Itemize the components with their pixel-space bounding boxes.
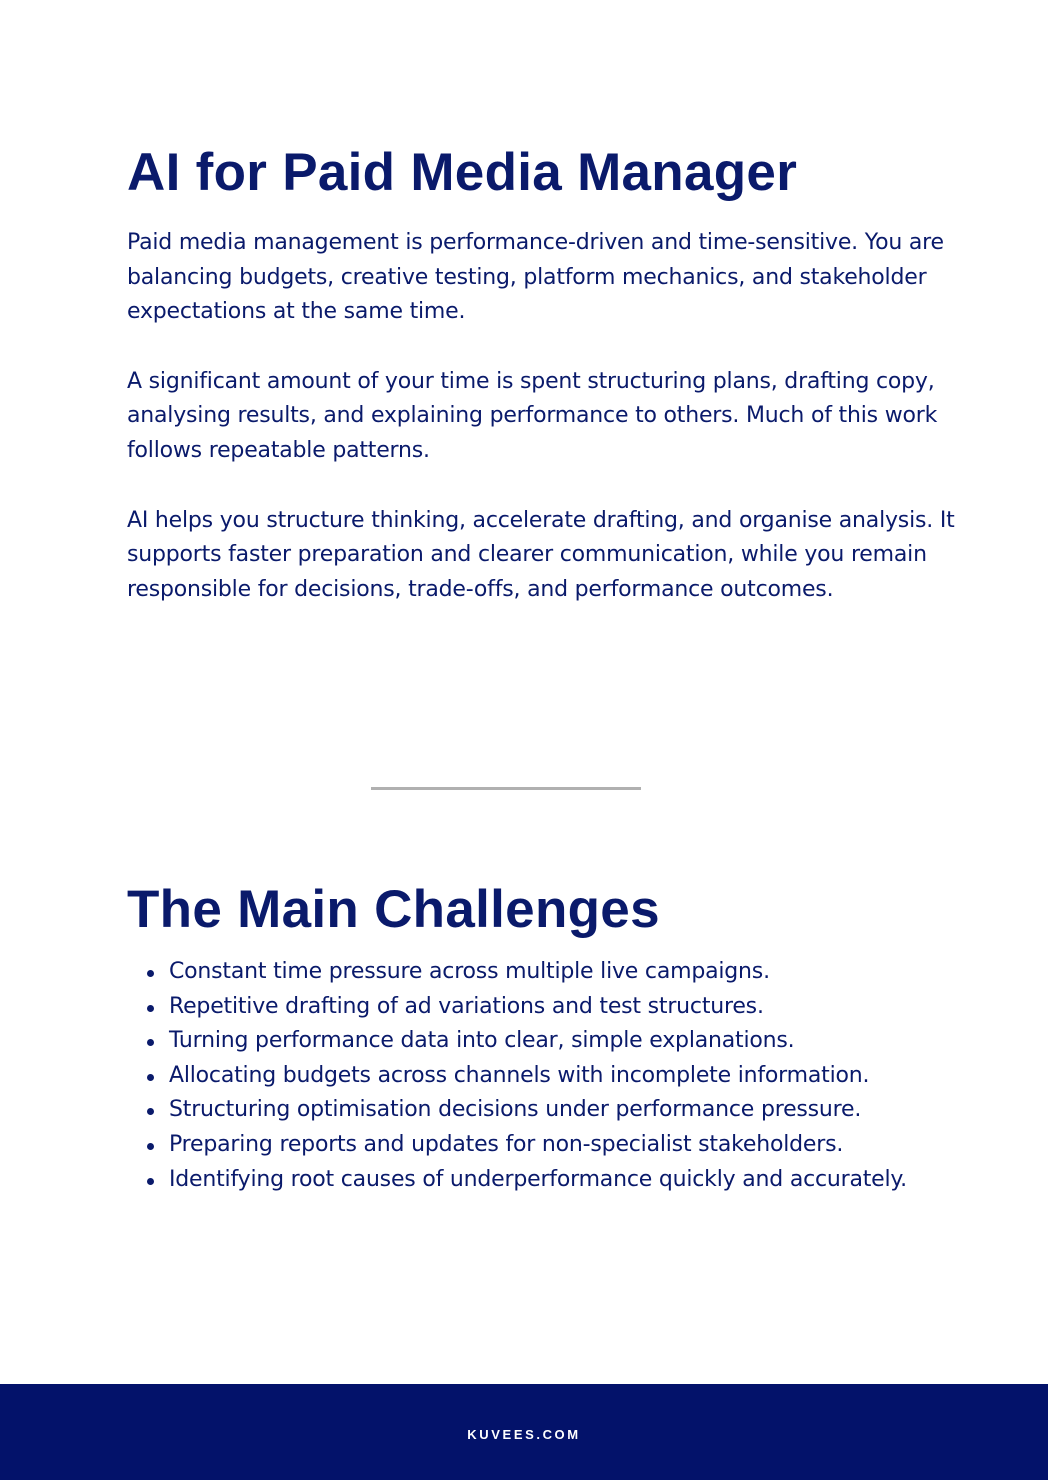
intro-section (127, 142, 957, 642)
footer-site-link[interactable]: KUVEES.COM (467, 1426, 581, 1442)
list-item-text: Turning performance data into clear, simple explanations. (169, 1028, 795, 1054)
bullet-icon (147, 1108, 154, 1115)
bullet-icon (147, 970, 154, 977)
list-item-text: Allocating budgets across channels with incomplete information. (169, 1062, 870, 1088)
intro-paragraph-1: Paid media management is performance-driven and time-sensitive. You are balancing budgets, creative testing, platform mechanics, and stakeholder expectations at the same time. (127, 230, 944, 325)
page-title: AI for Paid Media Manager (127, 143, 798, 202)
challenges-section (127, 879, 957, 1197)
bullet-icon (147, 1039, 154, 1046)
bullet-icon (147, 1143, 154, 1150)
bullet-icon (147, 1074, 154, 1081)
list-item (169, 1059, 957, 1094)
challenges-list (127, 955, 957, 1197)
list-item (169, 990, 957, 1025)
list-item (169, 955, 957, 990)
section-divider (371, 787, 641, 790)
list-item-text: Preparing reports and updates for non-specialist stakeholders. (169, 1131, 844, 1157)
intro-paragraph-2: A significant amount of your time is spent structuring plans, drafting copy, analysing results, and explaining performance to others. Much of this work follows repeatable patterns. (127, 368, 938, 463)
list-item-text: Identifying root causes of underperformance quickly and accurately. (169, 1166, 907, 1192)
list-item-text: Constant time pressure across multiple live campaigns. (169, 959, 770, 984)
list-item (169, 1128, 957, 1163)
bullet-icon (147, 1178, 154, 1185)
intro-paragraph-3: AI helps you structure thinking, accelerate drafting, and organise analysis. It supports faster preparation and clearer communication, while you remain responsible for decisions, trade-offs, and performance outcomes. (127, 507, 955, 602)
footer (0, 1384, 1048, 1480)
bullet-icon (147, 1005, 154, 1012)
challenges-title: The Main Challenges (127, 880, 660, 939)
list-item-text: Repetitive drafting of ad variations and test structures. (169, 993, 764, 1019)
list-item (169, 1093, 957, 1128)
list-item (169, 1024, 957, 1059)
list-item (169, 1163, 957, 1198)
list-item-text: Structuring optimisation decisions under performance pressure. (169, 1097, 862, 1123)
